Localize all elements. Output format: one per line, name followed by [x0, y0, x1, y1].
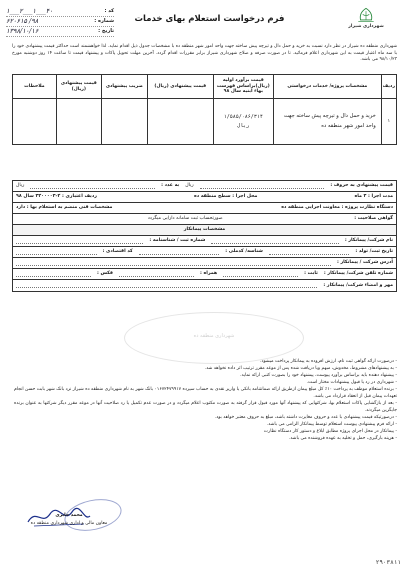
list-item: - پیشنهاد دهنده باید براساس برآورد پیوست، پیشنهاد خود را بصورت کتبی ارائه نماید. — [14, 373, 397, 380]
watermark-seal: شهرداری منطقه ده — [124, 312, 304, 364]
header-proposed-price: قیمت پیشنهادی (ریال) — [147, 75, 213, 99]
meta-label: کد : — [104, 8, 114, 15]
contractor-section-title: مشخصات پیمانکار — [183, 227, 226, 233]
national-id-field[interactable] — [139, 250, 220, 255]
table-header-row — [13, 75, 397, 99]
registration-field[interactable] — [16, 239, 143, 244]
cell-description: خرید و حمل دال و تیرچه پیش ساخته جهت واحد امور شهر منطقه ده — [273, 99, 381, 145]
birth-date-field[interactable] — [269, 250, 350, 255]
contractor-address-row — [13, 258, 396, 269]
mobile-label: همراه : — [199, 271, 218, 277]
address-field[interactable] — [16, 261, 331, 266]
list-item: - پیمانکار در محل اجرای پروژه مطابق ابلاغ و دستور کار دستگاه نظارت — [14, 429, 397, 436]
contractor-id-row — [13, 247, 396, 258]
cell-row-number: ۱ — [381, 99, 396, 145]
contractor-name-row — [13, 236, 396, 247]
stamp-sign-label: مهر و امضاء شرکت/ پیمانکار : — [323, 282, 393, 288]
meta-value: ۹۸/ ۶۲۰۶۱۵ — [6, 17, 39, 26]
contractor-header-row — [13, 225, 396, 236]
logo-text: شهرداری شیراز — [348, 24, 384, 29]
header-proposed-price-2: قیمت پیشنهادی (ریال) — [56, 75, 101, 99]
header-row-number: ردیف — [381, 75, 396, 99]
header-proposed-coefficient: ضریب پیشنهادی — [101, 75, 147, 99]
fax-field[interactable] — [16, 272, 91, 277]
footer-code: ۲۹۰۳۸۱۱ — [375, 558, 401, 566]
proposed-price-words-field[interactable] — [200, 184, 325, 189]
header-notes: ملاحظات — [13, 75, 57, 99]
cell-proposed-coefficient[interactable] — [101, 99, 147, 145]
duration-label: مدت اجرا : ۳ ماه — [354, 194, 393, 200]
contractor-name-label: نام شرکت/ پیمانکار : — [344, 238, 393, 244]
economic-code-label: کد اقتصادی : — [102, 249, 133, 255]
landline-label: ثابت : — [304, 271, 318, 277]
contractor-stamp-row — [13, 280, 396, 291]
municipality-emblem-icon — [355, 6, 377, 24]
header-description: مشخصات پروژه/ خدمات درخواستی — [273, 75, 381, 99]
rial-label: ریال — [185, 183, 194, 189]
invoice-condition: صورتحساب ثبت سامانه دارایی میگردد — [147, 216, 223, 222]
municipality-logo — [331, 6, 401, 36]
national-id-label: شناسه/ کدملی : — [225, 249, 263, 255]
agency-row — [13, 203, 396, 214]
terms-list — [14, 359, 397, 443]
meta-number-row — [6, 17, 114, 27]
fax-label: فکس : — [97, 271, 113, 277]
table-row — [13, 99, 397, 145]
cell-proposed-price-2[interactable] — [56, 99, 101, 145]
list-item: - هزینه بارگیری، حمل و تخلیه به عهده فروشنده می باشد. — [14, 436, 397, 443]
economic-code-field[interactable] — [16, 250, 97, 255]
birth-date-label: تاریخ ثبت/ تولد : — [355, 249, 393, 255]
list-item: - درصورت ارائه گواهی ثبت نام، ارزش افزوده به پیمانکار پرداخت میشود. — [14, 359, 397, 366]
stamp-sign-field[interactable] — [16, 283, 317, 288]
meta-date-row — [6, 27, 114, 37]
proposed-price-row — [13, 181, 396, 192]
meta-label: تاریخ : — [98, 28, 114, 35]
location-label: محل اجرا : سطح منطقه ده — [194, 194, 258, 200]
registration-label: شماره ثبت / شناسنامه : — [149, 238, 206, 244]
meta-code-row — [6, 7, 114, 17]
estimate-value: ۱/۵۸۵/۰۸۶/۳۱۴ — [223, 113, 263, 120]
phone-label: شماره تلفن شرکت/ پیمانکار : — [323, 271, 393, 277]
tech-spec-label: مشخصات فنی منضم به استعلام بها : دارد — [16, 205, 113, 211]
cell-notes[interactable] — [13, 99, 57, 145]
list-item: - به پیشنهادهای مشروط، مخدوش، مبهم ویا دریافت شده پس از موعد مقرر ترتیب اثر داده نخواهد شد. — [14, 366, 397, 373]
info-block — [12, 180, 397, 292]
mobile-field[interactable] — [119, 272, 194, 277]
cell-estimate — [213, 99, 273, 145]
signature-block — [24, 512, 114, 528]
signer-title: معاون مالی و اداری شهرداری منطقه ده — [30, 520, 108, 526]
list-item: - شهرداری در رد یا قبول پیشنهادات مختار است. — [14, 380, 397, 387]
proposed-price-number-field[interactable] — [30, 184, 155, 189]
contractor-phone-row — [13, 269, 396, 280]
contractor-name-field[interactable] — [211, 239, 338, 244]
landline-field[interactable] — [223, 272, 298, 277]
agency-label: دستگاه نظارت پروژه : معاونت اجرایی منطقه ده — [281, 205, 393, 211]
estimate-currency: ریال — [237, 122, 250, 129]
proposed-price-words-label: قیمت پیشنهادی به حروف : — [330, 183, 393, 189]
qualification-label: گواهی صلاحیت : — [354, 216, 393, 222]
duration-row — [13, 192, 396, 203]
address-label: آدرس شرکت / پیمانکار : — [336, 260, 393, 266]
signer-name: محمد جابری — [55, 513, 83, 518]
list-item: - بعد از بازگشایی پاکات استعلام بها، شرکتهایی که پیشنهاد آنها مورد قبول قرار گرفته به صورت مکتوب اعلام میگردد و در صورت عدم تکمیل یا رد صلاحیت آنها در موعد مقرر دیگر شرکتها به عنوان برنده جایگزین میگردند. — [14, 401, 397, 415]
document-meta — [6, 7, 114, 37]
meta-label: شماره : — [94, 18, 114, 25]
list-item: - برنده استعلام موظف به پرداخت ۱۰٪ کل مبلغ پیمان ازطریق ارائه ضمانتنامه بانکی یا واریز نقدی به حساب سپرده ۰۱۶۷۲۴۷۹۹۱۷ بانک شهر به نام شهرداری منطقه ده شیراز نزد بانک شهر بابت حسن انجام تعهدات پیمان قبل از انعقاد قرارداد می باشد. — [14, 387, 397, 401]
page-title: فرم درخواست استعلام بهای خدمات — [134, 14, 285, 24]
intro-paragraph: شهرداری منطقه ده شیراز در نظر دارد نسبت به خرید و حمل دال و تیرچه پیش ساخته جهت واحد امور شهر منطقه ده با مشخصات جدول ذیل اقدام نماید. لذا خواهشمند است حداکثر قیمت پیشنهادی خود را با سه ماه اعتبار قیمت به این شهرداری اعلام فرمائید. تا در صورت صرفه و صلاح شهرداری شیراز برابر مقررات اقدام گردد. آخرین مهلت تحویل پاکات و پیشنهاد قیمت تا ساعت ۱۴ روز دوشنبه مورخ ۹۸/۱۰/۲۳ می باشد. — [12, 44, 397, 63]
header-estimate: قیمت برآورد اولیه (ریال)براساس فهرست بهاء ابنیه سال ۹۸ — [213, 75, 273, 99]
rial-label-2: ریال — [15, 183, 25, 189]
budget-label: ردیف اعتباری : ۲-۳۲۰۰۰۰۳ سال ۹۸ — [16, 194, 97, 200]
list-item: - درصورتیکه قیمت پیشنهادی با عدد و حروف مغایرت داشته باشد، مبلغ به حروف معتبر خواهد بود. — [14, 415, 397, 422]
qualification-row — [13, 214, 396, 225]
document-page — [4, 4, 405, 572]
list-item: - ارائه فرم پیشنهادی پیوست استعلام توسط پیمانکار الزامی می باشد. — [14, 422, 397, 429]
meta-value: ۱۳۹۸/۱۰/۱۶ — [6, 27, 39, 36]
proposed-price-number-label: به عدد : — [161, 183, 180, 189]
cell-proposed-price[interactable] — [147, 99, 213, 145]
items-table — [12, 74, 397, 145]
meta-value: ۴۰___۱___۲___۱ — [6, 7, 53, 16]
